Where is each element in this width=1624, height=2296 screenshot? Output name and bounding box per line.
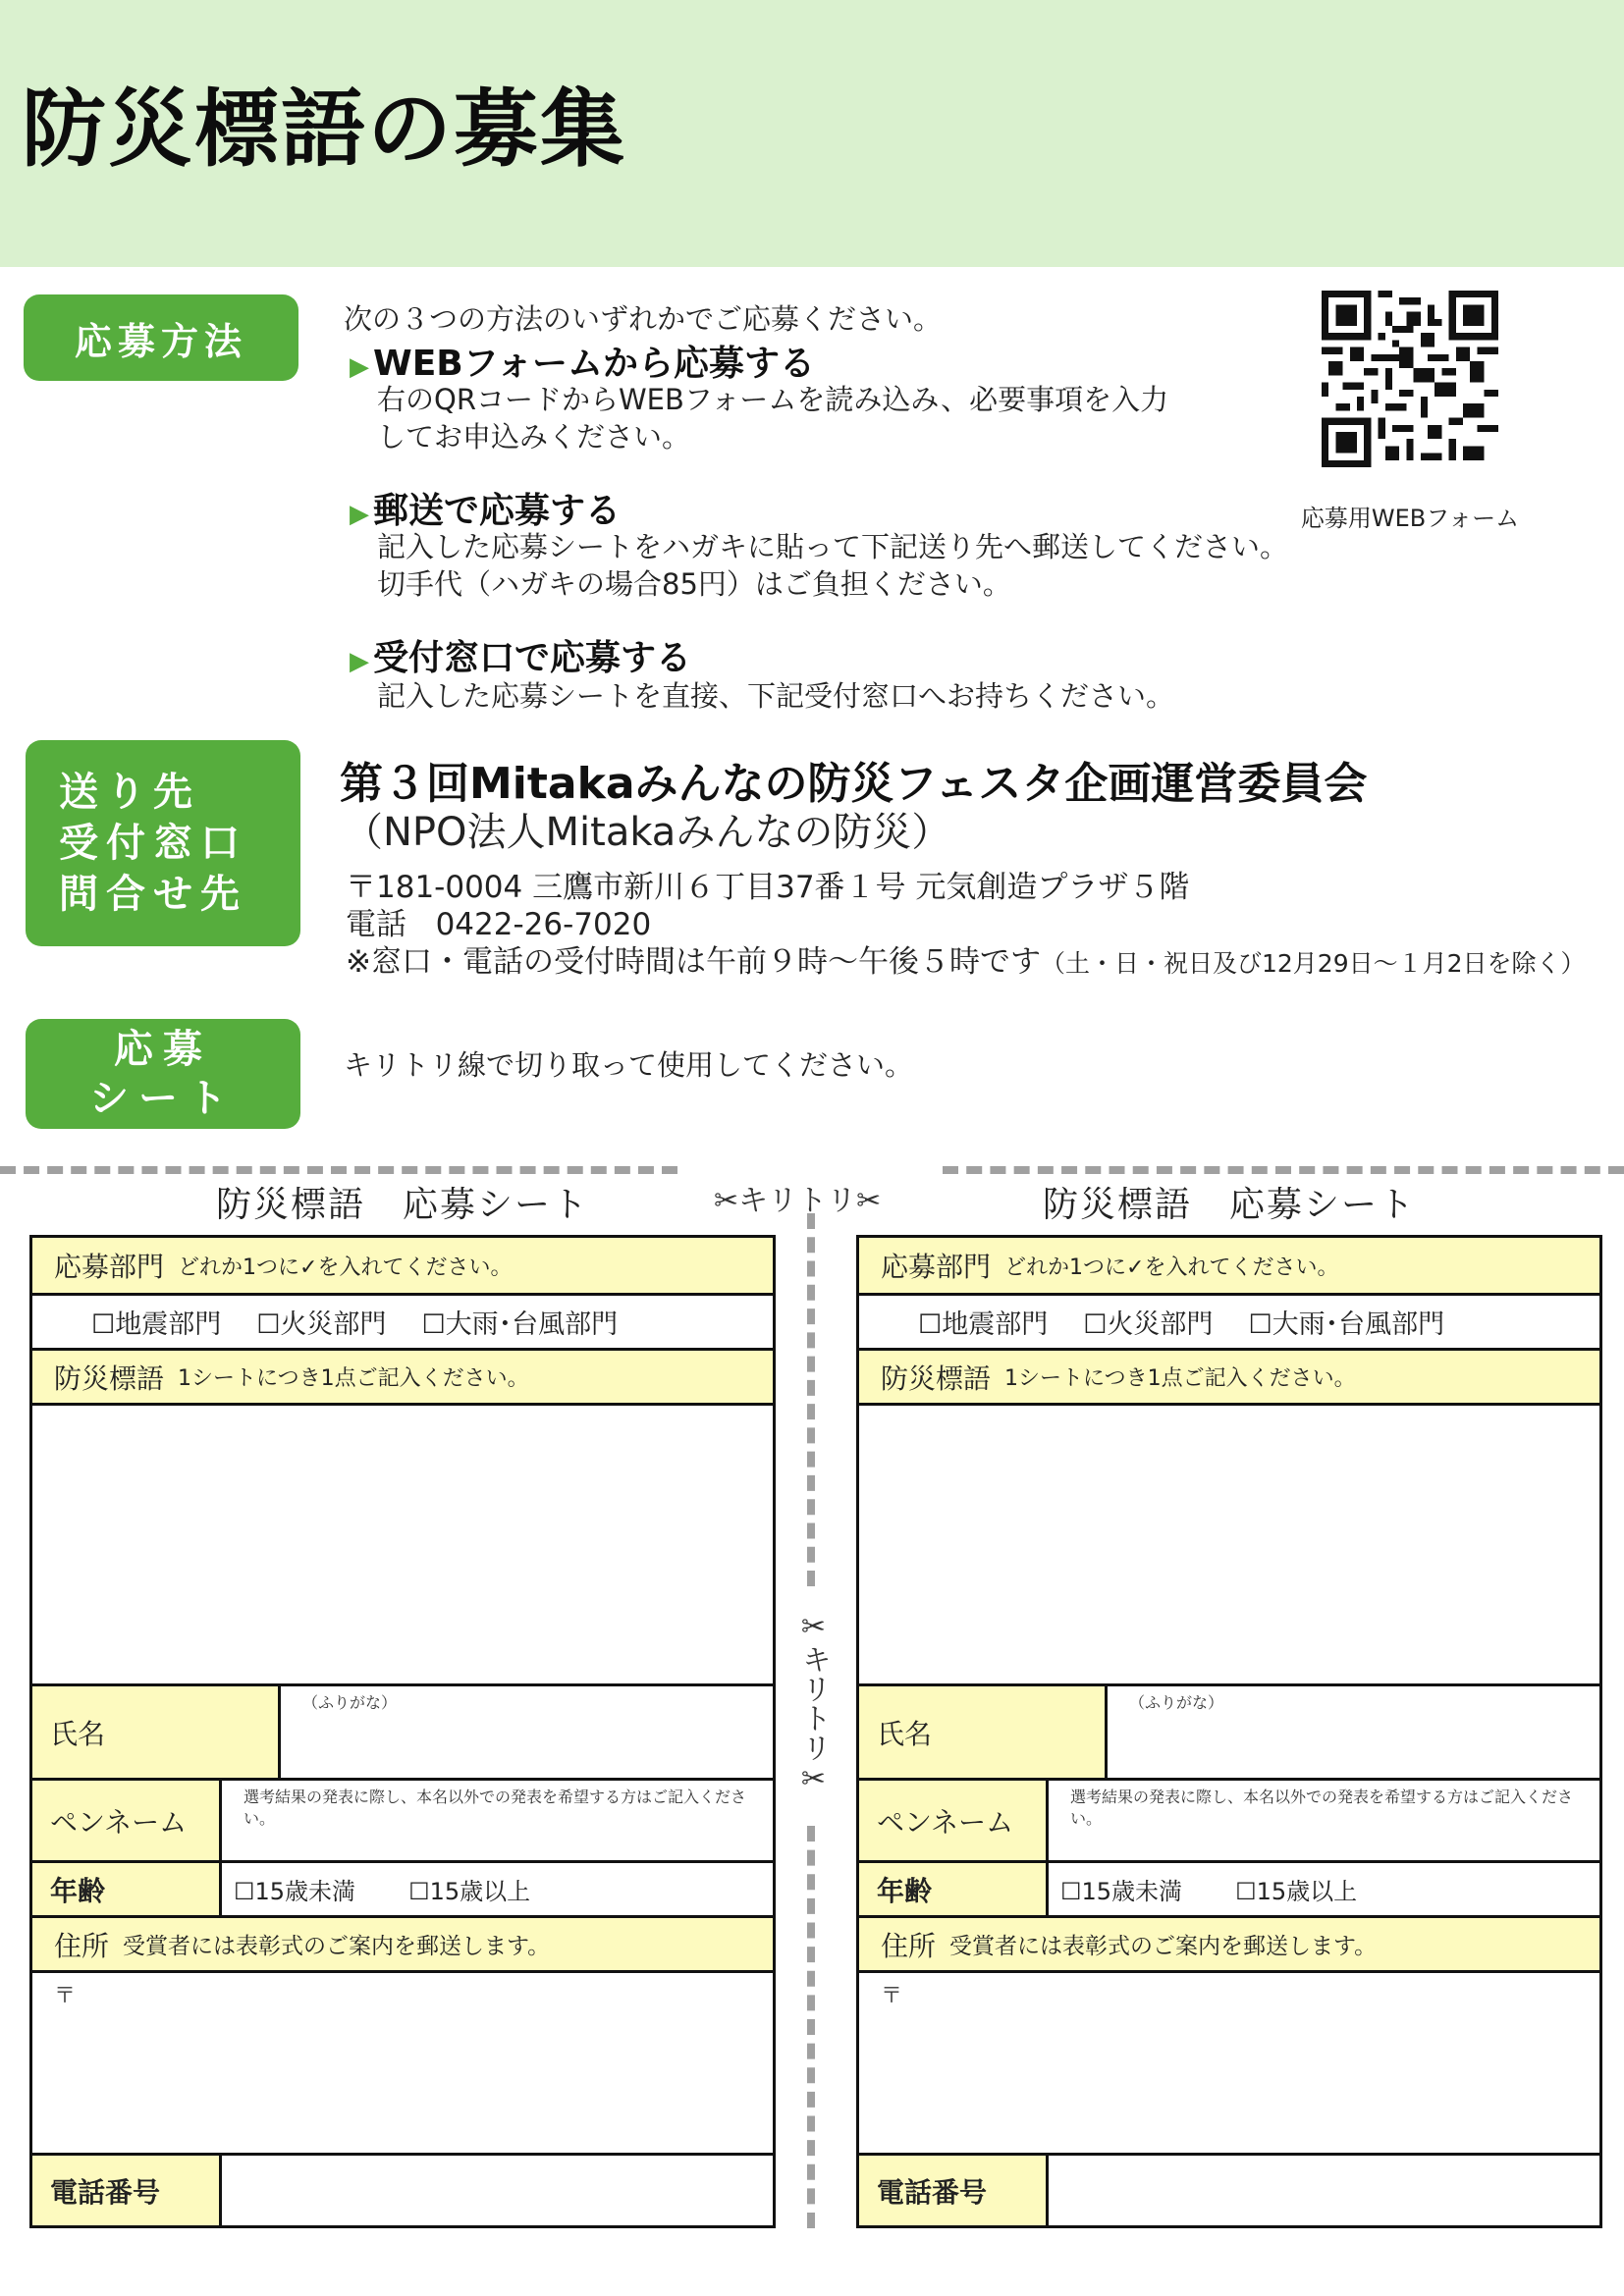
- method-web-text-1: 右のQRコードからWEBフォームを読み込み、必要事項を入力: [377, 383, 1169, 416]
- checkbox-under15[interactable]: ☐15歳未満: [1060, 1878, 1183, 1905]
- method-label: 応募方法: [24, 294, 298, 381]
- pen-row: [859, 1778, 1599, 1860]
- pen-row: [32, 1778, 773, 1860]
- method-counter-heading: ▶ 受付窓口で応募する: [350, 638, 692, 678]
- postal-mark: 〒: [881, 1984, 903, 2008]
- method-mail-heading: ▶ 郵送で応募する: [350, 491, 622, 531]
- method-mail-text-2: 切手代（ハガキの場合85円）はご負担ください。: [377, 567, 1011, 601]
- sheet-label: 応募 シート: [26, 1019, 300, 1129]
- cut-label-vertical: ✂キリトリ✂: [796, 1610, 831, 1796]
- tel-field[interactable]: [222, 2156, 773, 2225]
- sheet-form: [29, 1235, 776, 2228]
- name-field[interactable]: [1108, 1686, 1599, 1778]
- slogan-field[interactable]: [859, 1403, 1599, 1683]
- checkbox-earthquake[interactable]: ☐地震部門: [918, 1309, 1049, 1340]
- method-intro: 次の３つの方法のいずれかでご応募ください。: [344, 302, 943, 336]
- checkbox-under15[interactable]: ☐15歳未満: [234, 1878, 356, 1905]
- pen-note: 選考結果の発表に際し、本名以外での発表を希望する方はご記入ください。: [1070, 1788, 1574, 1828]
- category-options: [859, 1293, 1599, 1348]
- name-label: 氏名: [50, 1717, 106, 1750]
- phone-line: 電話 0422-26-7020: [346, 907, 652, 942]
- age-label: 年齢: [50, 1874, 106, 1907]
- category-note: どれか1つに✓を入れてください。: [178, 1255, 513, 1280]
- pen-label: ペンネーム: [50, 1805, 188, 1839]
- cut-line-vertical-upper: [807, 1213, 815, 1586]
- slogan-label: 防災標語: [54, 1362, 165, 1395]
- age-row: [859, 1860, 1599, 1915]
- slogan-note: 1シートにつき1点ご記入ください。: [178, 1366, 529, 1391]
- checkbox-storm[interactable]: ☐大雨･台風部門: [421, 1309, 619, 1340]
- entry-sheet-left: [29, 1176, 776, 2228]
- age-label: 年齢: [877, 1874, 933, 1907]
- address: 〒181-0004 三鷹市新川６丁目37番１号 元気創造プラザ５階: [346, 870, 1190, 905]
- page-title: 防災標語の募集: [22, 80, 626, 179]
- name-row: [859, 1683, 1599, 1778]
- checkbox-fire[interactable]: ☐火災部門: [1083, 1309, 1214, 1340]
- cut-line-top-right: [943, 1166, 1624, 1174]
- age-row: [32, 1860, 773, 1915]
- org-name: 第３回Mitakaみんなの防災フェスタ企画運営委員会: [340, 759, 1368, 809]
- pen-field[interactable]: [1049, 1781, 1599, 1860]
- sheet-instruction: キリトリ線で切り取って使用してください。: [344, 1048, 914, 1082]
- pen-field[interactable]: [222, 1781, 773, 1860]
- cut-line-top-left: [0, 1166, 677, 1174]
- triangle-arrow-icon: ▶: [350, 647, 369, 676]
- slogan-header: [859, 1348, 1599, 1403]
- qr-code[interactable]: [1322, 291, 1498, 467]
- entry-sheet-right: [856, 1176, 1602, 2228]
- method-web-text-2: してお申込みください。: [377, 420, 691, 454]
- slogan-field[interactable]: [32, 1403, 773, 1683]
- tel-row: [859, 2153, 1599, 2225]
- pen-note: 選考結果の発表に際し、本名以外での発表を希望する方はご記入ください。: [244, 1788, 747, 1828]
- contact-label: 送り先 受付窓口 問合せ先: [26, 740, 300, 946]
- name-label: 氏名: [877, 1717, 933, 1750]
- triangle-arrow-icon: ▶: [350, 352, 369, 382]
- tel-field[interactable]: [1049, 2156, 1599, 2225]
- hours: ※窓口・電話の受付時間は午前９時～午後５時です（土・日・祝日及び12月29日～１月2日を除く）: [346, 944, 1586, 980]
- name-row: [32, 1683, 773, 1778]
- slogan-header: [32, 1348, 773, 1403]
- pen-label: ペンネーム: [877, 1805, 1014, 1839]
- sheet-title: 防災標語 応募シート: [1042, 1185, 1416, 1225]
- tel-row: [32, 2153, 773, 2225]
- checkbox-storm[interactable]: ☐大雨･台風部門: [1248, 1309, 1445, 1340]
- category-options: [32, 1293, 773, 1348]
- triangle-arrow-icon: ▶: [350, 500, 369, 529]
- address-note: 受賞者には表彰式のご案内を郵送します。: [123, 1934, 551, 1959]
- slogan-label: 防災標語: [881, 1362, 992, 1395]
- category-note: どれか1つに✓を入れてください。: [1004, 1255, 1339, 1280]
- category-label: 応募部門: [881, 1251, 992, 1283]
- tel-label: 電話番号: [877, 2175, 988, 2209]
- sheet-form: [856, 1235, 1602, 2228]
- address-label: 住所: [54, 1929, 110, 1962]
- checkbox-fire[interactable]: ☐火災部門: [256, 1309, 387, 1340]
- slogan-note: 1シートにつき1点ご記入ください。: [1004, 1366, 1356, 1391]
- category-header: [859, 1238, 1599, 1293]
- method-web-heading: ▶ WEBフォームから応募する: [350, 344, 815, 384]
- checkbox-over15[interactable]: ☐15歳以上: [408, 1878, 531, 1905]
- address-field[interactable]: [32, 1970, 773, 2153]
- category-label: 応募部門: [54, 1251, 165, 1283]
- address-note: 受賞者には表彰式のご案内を郵送します。: [949, 1934, 1378, 1959]
- furigana-label: （ふりがな）: [1129, 1693, 1224, 1712]
- category-header: [32, 1238, 773, 1293]
- method-counter-text: 記入した応募シートを直接、下記受付窓口へお持ちください。: [377, 679, 1175, 713]
- method-mail-text-1: 記入した応募シートをハガキに貼って下記送り先へ郵送してください。: [377, 530, 1289, 563]
- address-header: [859, 1915, 1599, 1970]
- cut-line-vertical-lower: [807, 1826, 815, 2228]
- name-field[interactable]: [281, 1686, 773, 1778]
- address-field[interactable]: [859, 1970, 1599, 2153]
- furigana-label: （ふりがな）: [302, 1693, 398, 1712]
- checkbox-over15[interactable]: ☐15歳以上: [1235, 1878, 1358, 1905]
- sheet-title: 防災標語 応募シート: [215, 1185, 589, 1225]
- qr-caption: 応募用WEBフォーム: [1300, 505, 1520, 532]
- cut-label-top: ✂キリトリ✂: [714, 1184, 882, 1218]
- address-label: 住所: [881, 1929, 937, 1962]
- header-banner: [0, 0, 1624, 267]
- postal-mark: 〒: [54, 1984, 77, 2008]
- address-header: [32, 1915, 773, 1970]
- checkbox-earthquake[interactable]: ☐地震部門: [91, 1309, 222, 1340]
- org-sub: （NPO法人Mitakaみんなの防災）: [344, 810, 951, 855]
- tel-label: 電話番号: [50, 2175, 161, 2209]
